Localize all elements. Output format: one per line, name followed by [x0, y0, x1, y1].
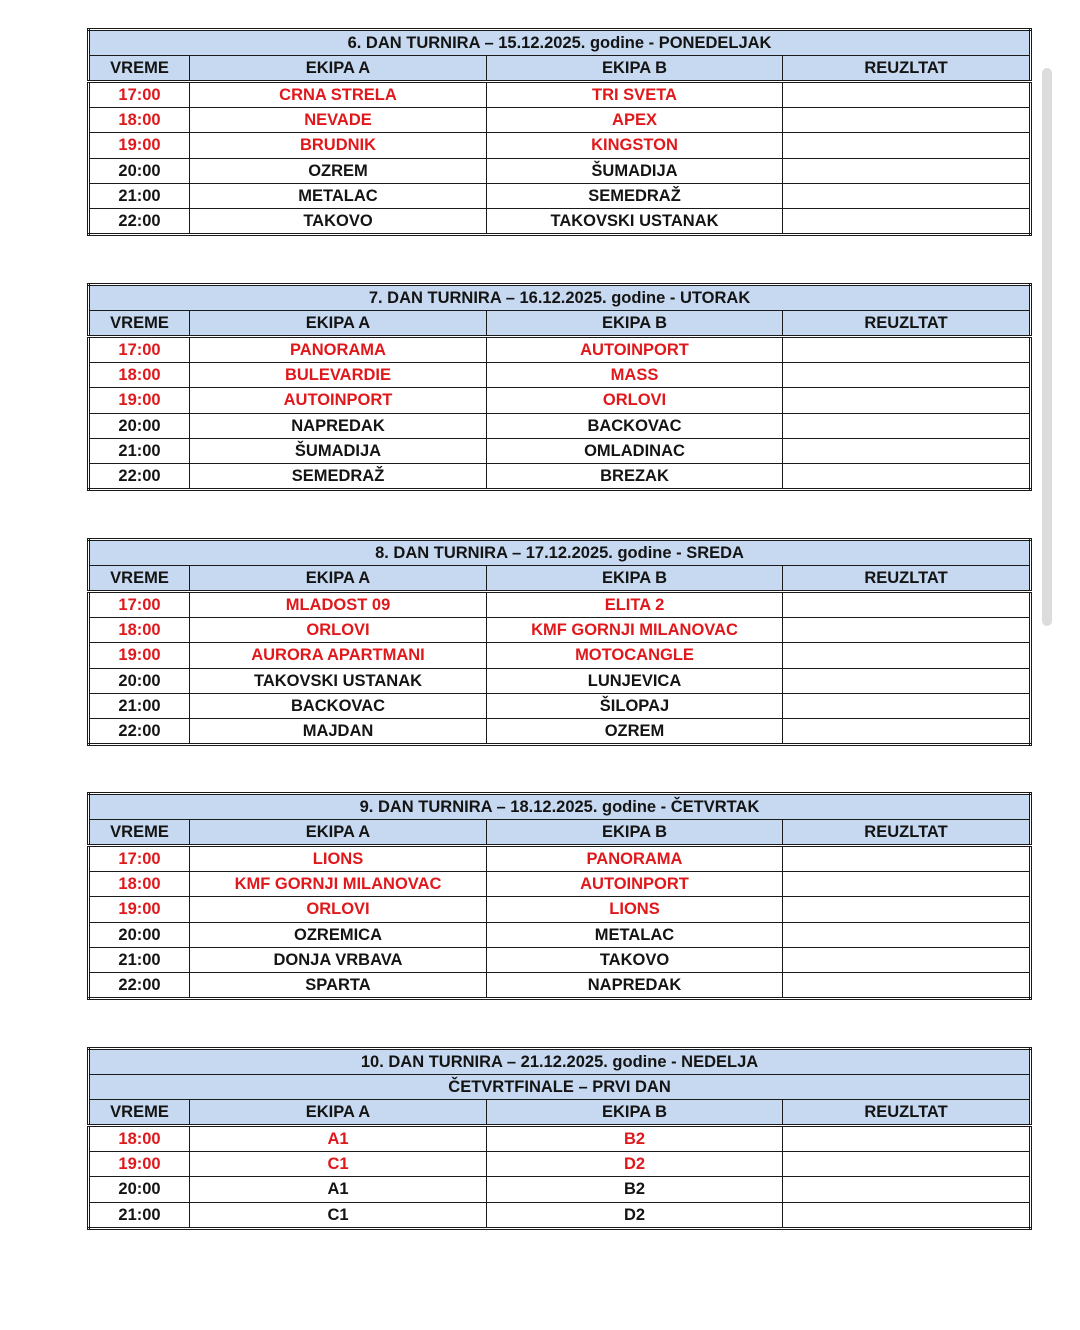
- result-cell[interactable]: [783, 872, 1031, 897]
- team-a: C1: [190, 1152, 487, 1177]
- match-time: 22:00: [89, 972, 190, 998]
- match-rows: [89, 592, 1031, 745]
- team-a: AUTOINPORT: [190, 388, 487, 413]
- match-time: 21:00: [89, 693, 190, 718]
- day-title: 10. DAN TURNIRA – 21.12.2025. godine - NEDELJA: [89, 1049, 1031, 1075]
- result-cell[interactable]: [783, 718, 1031, 744]
- team-b: NAPREDAK: [487, 972, 783, 998]
- match-time: 22:00: [89, 463, 190, 489]
- match-row: [89, 693, 1031, 718]
- schedule-table-day-8: [87, 538, 1032, 746]
- team-a: MAJDAN: [190, 718, 487, 744]
- column-header-time: VREME: [89, 311, 190, 337]
- match-row: [89, 82, 1031, 108]
- match-time: 19:00: [89, 643, 190, 668]
- match-row: [89, 388, 1031, 413]
- team-b: OMLADINAC: [487, 438, 783, 463]
- column-header-time: VREME: [89, 56, 190, 82]
- team-b: APEX: [487, 108, 783, 133]
- team-b: LIONS: [487, 897, 783, 922]
- team-a: A1: [190, 1177, 487, 1202]
- team-a: BACKOVAC: [190, 693, 487, 718]
- match-time: 21:00: [89, 438, 190, 463]
- match-time: 21:00: [89, 1202, 190, 1228]
- result-cell[interactable]: [783, 438, 1031, 463]
- team-a: NEVADE: [190, 108, 487, 133]
- team-b: ELITA 2: [487, 592, 783, 618]
- column-header-result: REUZLTAT: [783, 566, 1031, 592]
- match-time: 18:00: [89, 108, 190, 133]
- match-row: [89, 438, 1031, 463]
- day-title: 7. DAN TURNIRA – 16.12.2025. godine - UTORAK: [89, 285, 1031, 311]
- result-cell[interactable]: [783, 183, 1031, 208]
- team-b: PANORAMA: [487, 846, 783, 872]
- match-row: [89, 1177, 1031, 1202]
- column-header-team-a: EKIPA A: [190, 566, 487, 592]
- result-cell[interactable]: [783, 208, 1031, 234]
- match-time: 19:00: [89, 133, 190, 158]
- result-cell[interactable]: [783, 1177, 1031, 1202]
- team-a: NAPREDAK: [190, 413, 487, 438]
- match-time: 21:00: [89, 183, 190, 208]
- match-row: [89, 668, 1031, 693]
- team-b: MASS: [487, 363, 783, 388]
- schedule-table-day-6: [87, 28, 1032, 236]
- column-header-result: REUZLTAT: [783, 1100, 1031, 1126]
- match-time: 20:00: [89, 158, 190, 183]
- match-time: 19:00: [89, 388, 190, 413]
- match-time: 17:00: [89, 592, 190, 618]
- match-row: [89, 1202, 1031, 1228]
- column-header-time: VREME: [89, 1100, 190, 1126]
- team-b: METALAC: [487, 922, 783, 947]
- team-b: OZREM: [487, 718, 783, 744]
- match-row: [89, 846, 1031, 872]
- column-header-team-b: EKIPA B: [487, 56, 783, 82]
- team-b: BACKOVAC: [487, 413, 783, 438]
- match-time: 18:00: [89, 1126, 190, 1152]
- team-b: TAKOVSKI USTANAK: [487, 208, 783, 234]
- column-header-team-a: EKIPA A: [190, 1100, 487, 1126]
- team-a: CRNA STRELA: [190, 82, 487, 108]
- team-a: TAKOVSKI USTANAK: [190, 668, 487, 693]
- team-b: D2: [487, 1152, 783, 1177]
- team-b: B2: [487, 1177, 783, 1202]
- match-rows: [89, 82, 1031, 235]
- team-a: ORLOVI: [190, 897, 487, 922]
- result-cell[interactable]: [783, 668, 1031, 693]
- team-b: TAKOVO: [487, 947, 783, 972]
- match-time: 18:00: [89, 618, 190, 643]
- match-row: [89, 158, 1031, 183]
- result-cell[interactable]: [783, 947, 1031, 972]
- match-time: 17:00: [89, 337, 190, 363]
- match-time: 17:00: [89, 82, 190, 108]
- result-cell[interactable]: [783, 972, 1031, 998]
- column-header-result: REUZLTAT: [783, 311, 1031, 337]
- team-a: LIONS: [190, 846, 487, 872]
- match-rows: [89, 337, 1031, 490]
- team-b: AUTOINPORT: [487, 872, 783, 897]
- match-row: [89, 872, 1031, 897]
- match-row: [89, 897, 1031, 922]
- match-row: [89, 1126, 1031, 1152]
- column-header-result: REUZLTAT: [783, 56, 1031, 82]
- match-row: [89, 413, 1031, 438]
- vertical-scrollbar[interactable]: [1042, 68, 1052, 626]
- team-a: SPARTA: [190, 972, 487, 998]
- match-row: [89, 592, 1031, 618]
- match-time: 22:00: [89, 718, 190, 744]
- column-header-result: REUZLTAT: [783, 820, 1031, 846]
- match-row: [89, 183, 1031, 208]
- day-title: 8. DAN TURNIRA – 17.12.2025. godine - SREDA: [89, 540, 1031, 566]
- result-cell[interactable]: [783, 618, 1031, 643]
- match-row: [89, 133, 1031, 158]
- match-time: 18:00: [89, 872, 190, 897]
- result-cell[interactable]: [783, 158, 1031, 183]
- match-row: [89, 363, 1031, 388]
- team-a: BULEVARDIE: [190, 363, 487, 388]
- match-row: [89, 618, 1031, 643]
- result-cell[interactable]: [783, 846, 1031, 872]
- match-time: 20:00: [89, 922, 190, 947]
- team-a: OZREMICA: [190, 922, 487, 947]
- schedule-table-day-9: [87, 792, 1032, 1000]
- result-cell[interactable]: [783, 363, 1031, 388]
- match-row: [89, 718, 1031, 744]
- match-time: 20:00: [89, 1177, 190, 1202]
- match-rows: [89, 1126, 1031, 1229]
- team-b: AUTOINPORT: [487, 337, 783, 363]
- team-b: SEMEDRAŽ: [487, 183, 783, 208]
- match-row: [89, 463, 1031, 489]
- team-b: ORLOVI: [487, 388, 783, 413]
- match-time: 20:00: [89, 413, 190, 438]
- day-title: 6. DAN TURNIRA – 15.12.2025. godine - PONEDELJAK: [89, 30, 1031, 56]
- column-header-time: VREME: [89, 820, 190, 846]
- column-header-team-b: EKIPA B: [487, 566, 783, 592]
- team-a: BRUDNIK: [190, 133, 487, 158]
- result-cell[interactable]: [783, 897, 1031, 922]
- schedule-table-day-10: [87, 1047, 1032, 1230]
- result-cell[interactable]: [783, 337, 1031, 363]
- team-b: D2: [487, 1202, 783, 1228]
- team-a: SEMEDRAŽ: [190, 463, 487, 489]
- team-a: TAKOVO: [190, 208, 487, 234]
- result-cell[interactable]: [783, 1126, 1031, 1152]
- result-cell[interactable]: [783, 1152, 1031, 1177]
- match-row: [89, 208, 1031, 234]
- match-time: 20:00: [89, 668, 190, 693]
- team-a: METALAC: [190, 183, 487, 208]
- team-a: DONJA VRBAVA: [190, 947, 487, 972]
- team-b: ŠUMADIJA: [487, 158, 783, 183]
- result-cell[interactable]: [783, 592, 1031, 618]
- match-time: 22:00: [89, 208, 190, 234]
- match-row: [89, 922, 1031, 947]
- column-header-team-a: EKIPA A: [190, 311, 487, 337]
- column-header-team-b: EKIPA B: [487, 1100, 783, 1126]
- team-b: KINGSTON: [487, 133, 783, 158]
- team-b: MOTOCANGLE: [487, 643, 783, 668]
- team-a: KMF GORNJI MILANOVAC: [190, 872, 487, 897]
- team-a: AURORA APARTMANI: [190, 643, 487, 668]
- team-b: LUNJEVICA: [487, 668, 783, 693]
- team-b: KMF GORNJI MILANOVAC: [487, 618, 783, 643]
- stage-subtitle: ČETVRTFINALE – PRVI DAN: [89, 1075, 1031, 1100]
- team-a: C1: [190, 1202, 487, 1228]
- match-time: 17:00: [89, 846, 190, 872]
- match-row: [89, 108, 1031, 133]
- match-row: [89, 972, 1031, 998]
- column-header-team-a: EKIPA A: [190, 56, 487, 82]
- match-row: [89, 643, 1031, 668]
- team-b: BREZAK: [487, 463, 783, 489]
- result-cell[interactable]: [783, 108, 1031, 133]
- result-cell[interactable]: [783, 1202, 1031, 1228]
- column-header-team-b: EKIPA B: [487, 311, 783, 337]
- schedule-table-day-7: [87, 283, 1032, 491]
- team-b: B2: [487, 1126, 783, 1152]
- column-header-team-a: EKIPA A: [190, 820, 487, 846]
- team-b: TRI SVETA: [487, 82, 783, 108]
- result-cell[interactable]: [783, 133, 1031, 158]
- match-rows: [89, 846, 1031, 999]
- day-title: 9. DAN TURNIRA – 18.12.2025. godine - ČETVRTAK: [89, 794, 1031, 820]
- result-cell[interactable]: [783, 413, 1031, 438]
- match-time: 18:00: [89, 363, 190, 388]
- match-time: 21:00: [89, 947, 190, 972]
- match-time: 19:00: [89, 1152, 190, 1177]
- match-time: 19:00: [89, 897, 190, 922]
- team-a: OZREM: [190, 158, 487, 183]
- column-header-team-b: EKIPA B: [487, 820, 783, 846]
- result-cell[interactable]: [783, 388, 1031, 413]
- column-header-time: VREME: [89, 566, 190, 592]
- result-cell[interactable]: [783, 463, 1031, 489]
- team-a: PANORAMA: [190, 337, 487, 363]
- match-row: [89, 337, 1031, 363]
- result-cell[interactable]: [783, 693, 1031, 718]
- result-cell[interactable]: [783, 922, 1031, 947]
- match-row: [89, 1152, 1031, 1177]
- team-a: ŠUMADIJA: [190, 438, 487, 463]
- team-b: ŠILOPAJ: [487, 693, 783, 718]
- match-row: [89, 947, 1031, 972]
- team-a: ORLOVI: [190, 618, 487, 643]
- team-a: A1: [190, 1126, 487, 1152]
- result-cell[interactable]: [783, 82, 1031, 108]
- team-a: MLADOST 09: [190, 592, 487, 618]
- result-cell[interactable]: [783, 643, 1031, 668]
